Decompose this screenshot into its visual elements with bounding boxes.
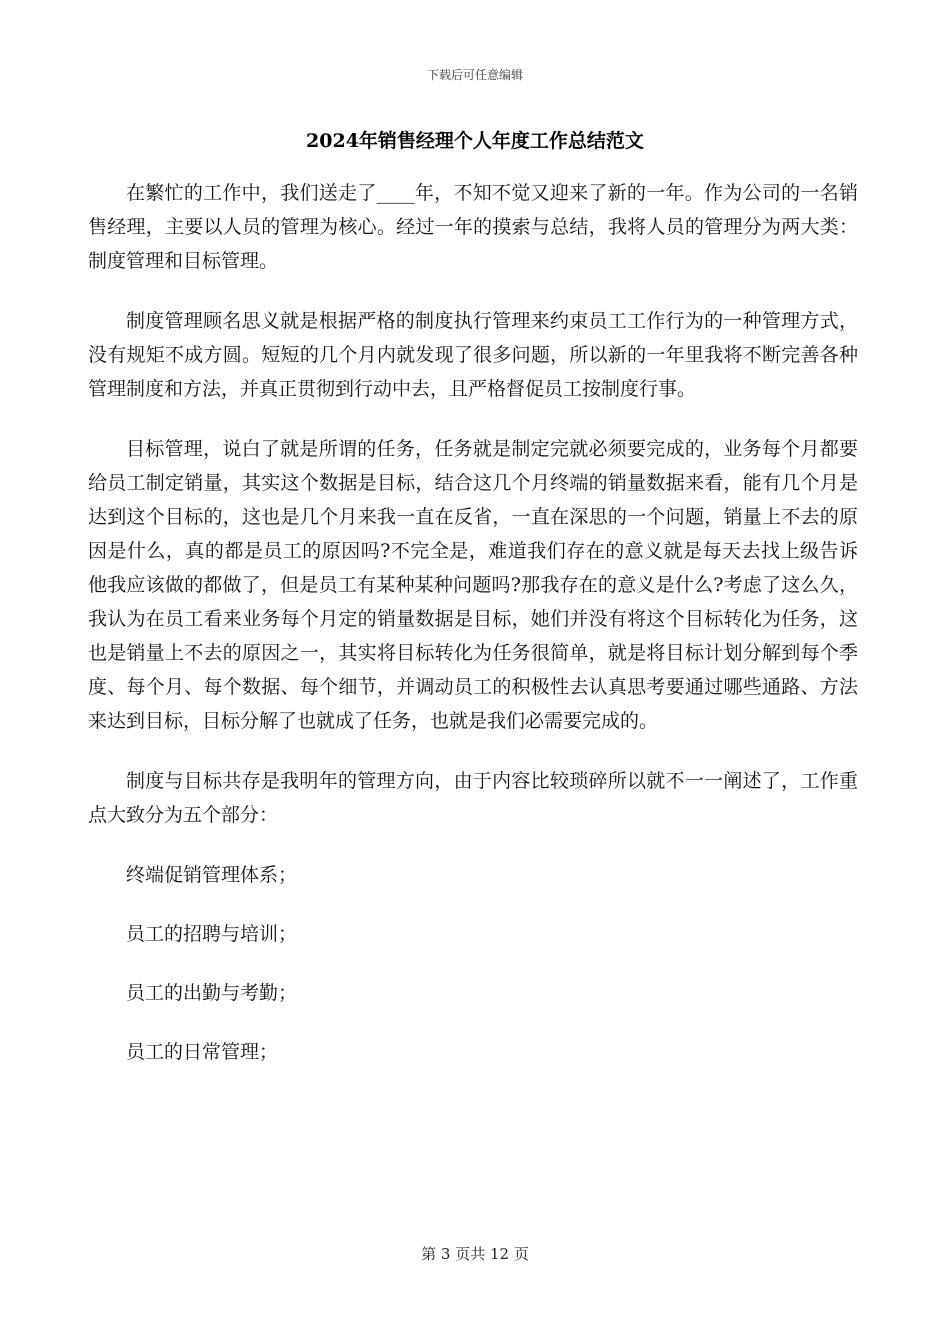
document-body	[88, 176, 858, 1094]
list-item: 员工的出勤与考勤；	[126, 982, 298, 1004]
paragraph-system-management: 制度管理顾名思义就是根据严格的制度执行管理来约束员工工作行为的一种管理方式，没有规矩不成方圆。短短的几个月内就发现了很多问题，所以新的一年里我将不断完善各种管理制度和方法，并真正贯彻到行动中去，且严格督促员工按制度行事。	[88, 310, 858, 400]
header-note: 下载后可任意编辑	[426, 68, 523, 82]
paragraph-intro: 在繁忙的工作中，我们送走了____年，不知不觉又迎来了新的一年。作为公司的一名销售经理，主要以人员的管理为核心。经过一年的摸索与总结，我将人员的管理分为两大类：制度管理和目标管理。	[88, 182, 858, 272]
document-title: 2024年销售经理个人年度工作总结范文	[306, 130, 644, 152]
list-item: 员工的招聘与培训；	[126, 923, 298, 945]
list-item: 员工的日常管理；	[126, 1041, 279, 1063]
paragraph-target-management: 目标管理，说白了就是所谓的任务，任务就是制定完就必须要完成的，业务每个月都要给员工制定销量，其实这个数据是目标，结合这几个月终端的销量数据来看，能有几个月是达到这个目标的，这也是几个月来我一直在反省，一直在深思的一个问题，销量上不去的原因是什么，真的都是员工的原因吗?不完全是，难道我们存在的意义就是每天去找上级告诉他我应该做的都做了，但是员工有某种某种问题吗?那我存在的意义是什么?考虑了这么久，我认为在员工看来业务每个月定的销量数据是目标，她们并没有将这个目标转化为任务，这也是销量上不去的原因之一，其实将目标转化为任务很简单，就是将目标计划分解到每个季度、每个月、每个数据、每个细节，并调动员工的积极性去认真思考要通过哪些通路、方法来达到目标，目标分解了也就成了任务，也就是我们必需要完成的。	[88, 438, 858, 732]
page-number: 第 3 页共 12 页	[421, 1245, 529, 1263]
list-item: 终端促销管理体系；	[126, 864, 298, 886]
paragraph-work-focus: 制度与目标共存是我明年的管理方向，由于内容比较琐碎所以就不一一阐述了，工作重点大致分为五个部分：	[88, 770, 858, 826]
